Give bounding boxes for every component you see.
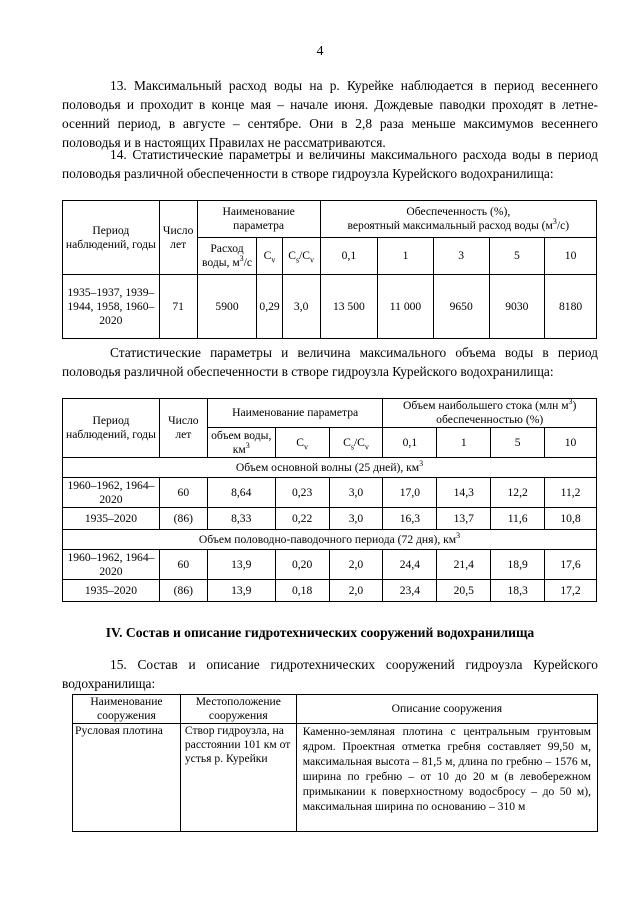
cell-flow: 5900: [197, 275, 257, 339]
header-p1: 0,1: [383, 428, 437, 458]
header-probability: [320, 201, 596, 238]
table-row: [63, 508, 597, 530]
group-main-wave-sup: 3: [419, 458, 424, 468]
header-p2: 1: [437, 428, 491, 458]
header-flow-end: /с: [243, 256, 253, 269]
header-p3: 5: [491, 428, 545, 458]
header-prob-sup: 3: [552, 217, 557, 227]
cell-volume: 13,9: [207, 550, 275, 580]
header-cv-sub: v: [303, 441, 308, 451]
cell-v4: 9030: [489, 275, 545, 339]
header-count: Число лет: [159, 201, 197, 275]
header-name: Наименование сооружения: [73, 695, 181, 724]
cell-period: 1960–1962, 1964–2020: [63, 550, 160, 580]
cell-period: 1935–2020: [63, 508, 160, 530]
header-count: Число лет: [159, 399, 207, 458]
cell-volume: 8,64: [207, 478, 275, 508]
paragraph-14: 14. Статистические параметры и величины максимального расхода воды в период половодья различной обеспеченности в створе гидроузла Курейского водохранилища:: [62, 147, 598, 181]
cell-cscv: 3,0: [329, 508, 383, 530]
cell-v3: 11,6: [491, 508, 545, 530]
header-prob-end: /с): [556, 219, 570, 232]
page-number: 4: [316, 44, 324, 59]
header-period: Период наблюдений, годы: [63, 201, 160, 275]
header-flow-sup: 3: [239, 254, 244, 264]
cell-v2: 14,3: [437, 478, 491, 508]
group-flood-period: [63, 530, 597, 550]
header-cscv: [282, 238, 320, 275]
header-cv-sub: v: [271, 255, 276, 265]
header-cs-mid: /C: [299, 249, 311, 262]
header-prob-line1: Обеспеченность (%),: [406, 205, 511, 218]
header-param: Наименование параметра: [207, 399, 383, 428]
header-p5: 10: [545, 238, 597, 275]
header-volume-text: объем воды, км: [211, 428, 272, 456]
cell-v2: 20,5: [437, 580, 491, 602]
header-flow: [197, 238, 257, 275]
cell-cv: 0,20: [275, 550, 329, 580]
header-prob-line2: вероятный максимальный расход воды (м: [347, 219, 553, 232]
cell-period: 1960–1962, 1964–2020: [63, 478, 160, 508]
cell-cv: 0,23: [275, 478, 329, 508]
group-flood-text: Объем половодно-паводочного периода (72 дня), км: [198, 532, 457, 546]
header-cs-sub2: v: [310, 255, 315, 265]
max-flow-table: [62, 200, 597, 339]
cell-volume: 8,33: [207, 508, 275, 530]
header-p2: 1: [378, 238, 434, 275]
cell-cscv: 2,0: [329, 550, 383, 580]
table-row: [63, 478, 597, 508]
cell-v1: 13 500: [320, 275, 378, 339]
cell-cscv: 2,0: [329, 580, 383, 602]
cell-cscv: 3,0: [282, 275, 320, 339]
cell-name: Русловая плотина: [73, 724, 181, 832]
header-cv: [275, 428, 329, 458]
cell-years: (86): [159, 580, 207, 602]
cell-v3: 18,9: [491, 550, 545, 580]
cell-period: 1935–2020: [63, 580, 160, 602]
cell-cv: 0,22: [275, 508, 329, 530]
header-cs-sub: s: [295, 255, 300, 265]
cell-v2: 11 000: [378, 275, 434, 339]
group-main-wave: [63, 458, 597, 478]
cell-cscv: 3,0: [329, 478, 383, 508]
header-vol-end: ) обеспеченностью (%): [436, 399, 577, 426]
cell-volume: 13,9: [207, 580, 275, 602]
header-volume: [207, 428, 275, 458]
paragraph-15: 15. Состав и описание гидротехнических сооружений гидроузла Курейского водохранилища:: [62, 657, 598, 691]
header-volume-prob: [383, 399, 597, 428]
cell-v1: 16,3: [383, 508, 437, 530]
cell-years: 60: [159, 478, 207, 508]
cell-years: 60: [159, 550, 207, 580]
header-p4: 5: [489, 238, 545, 275]
cell-location: Створ гидроузла, на расстоянии 101 км от устья р. Курейки: [180, 724, 296, 832]
header-p4: 10: [545, 428, 597, 458]
cell-description: Каменно-земляная плотина с центральным грунтовым ядром. Проектная отметка гребня составляет 99,50 м, максимальная высота – 81,5 м, длина по гребню – 1576 м, ширина по гребню – от 10 до 20 м (в левобережном примыкании к поверхностному водосбросу – до 50 м), максимальная ширина по основанию – 310 м: [296, 724, 597, 832]
cell-v1: 23,4: [383, 580, 437, 602]
header-location: Местоположение сооружения: [180, 695, 296, 724]
header-cs-c: C: [288, 249, 296, 262]
cell-v3: 18,3: [491, 580, 545, 602]
cell-years: 71: [159, 275, 197, 339]
cell-v4: 17,2: [545, 580, 597, 602]
cell-v5: 8180: [545, 275, 597, 339]
header-flow-text: Расход воды, м: [201, 242, 244, 269]
section-heading: IV. Состав и описание гидротехнических сооружений водохранилища: [105, 625, 535, 640]
cell-period: 1935–1937, 1939–1944, 1958, 1960–2020: [63, 275, 160, 339]
header-cs-sub2: v: [364, 441, 369, 451]
paragraph-volume: Статистические параметры и величина максимального объема воды в период половодья различной обеспеченности в створе гидроузла Курейского водохранилища:: [62, 345, 598, 379]
cell-cv: 0,18: [275, 580, 329, 602]
header-vol-sup: 3: [568, 397, 573, 407]
header-cscv: [329, 428, 383, 458]
cell-v4: 11,2: [545, 478, 597, 508]
header-period: Период наблюдений, годы: [63, 399, 160, 458]
header-cs-mid: /C: [353, 435, 365, 449]
header-p3: 3: [433, 238, 489, 275]
cell-v1: 24,4: [383, 550, 437, 580]
structures-table: [72, 694, 598, 832]
cell-v2: 21,4: [437, 550, 491, 580]
paragraph-13: 13. Максимальный расход воды на р. Курейке наблюдается в период весеннего половодья и проходит в конце мая – начале июня. Дождевые паводки проходят в летне-осенний период, в августе – сентябре. Они в 2,8 раза меньше максимумов весеннего половодья и в настоящих Правилах не рассматриваются.: [62, 78, 598, 150]
cell-v4: 10,8: [545, 508, 597, 530]
cell-v4: 17,6: [545, 550, 597, 580]
header-description: Описание сооружения: [296, 695, 597, 724]
max-volume-table: [62, 398, 597, 602]
table-row: [73, 724, 598, 832]
cell-v3: 12,2: [491, 478, 545, 508]
cell-years: (86): [159, 508, 207, 530]
header-p1: 0,1: [320, 238, 378, 275]
header-cs-sub: s: [350, 441, 354, 451]
table-row: [63, 580, 597, 602]
group-flood-sup: 3: [456, 530, 461, 540]
cell-v1: 17,0: [383, 478, 437, 508]
header-cs-c: C: [343, 435, 351, 449]
table-row: [63, 550, 597, 580]
cell-cv: 0,29: [257, 275, 282, 339]
cell-v2: 13,7: [437, 508, 491, 530]
cell-v3: 9650: [433, 275, 489, 339]
header-param: Наименование параметра: [197, 201, 320, 238]
group-main-wave-text: Объем основной волны (25 дней), км: [235, 460, 420, 474]
header-cv: [257, 238, 282, 275]
header-vol-text: Объем наибольшего стока (млн м: [403, 399, 569, 412]
table-row: [63, 275, 597, 339]
header-volume-sup: 3: [245, 440, 250, 450]
header-cv-c: C: [263, 249, 272, 262]
header-cv-c: C: [296, 435, 304, 449]
